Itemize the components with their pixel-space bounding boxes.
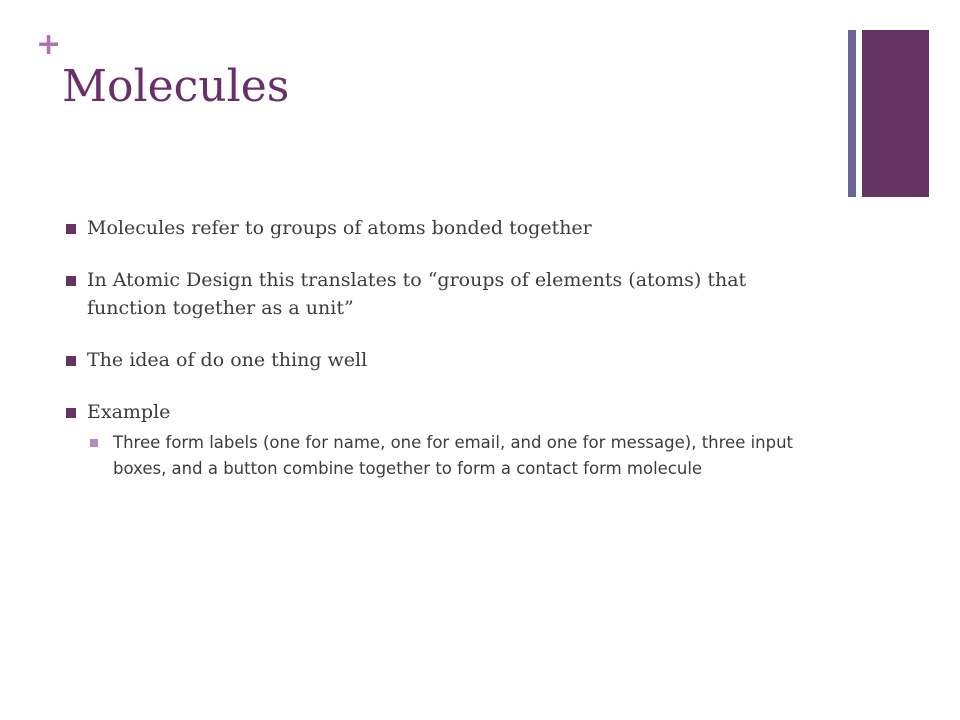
square-bullet-icon [66,356,76,366]
bullet-item [66,346,806,374]
slide-title: Molecules [62,61,290,112]
plus-icon: + [36,27,62,62]
square-bullet-icon [66,224,76,234]
bullet-item [66,398,806,426]
bullet-item [66,214,806,242]
accent-bar-thin [848,30,856,197]
square-sub-bullet-icon [90,439,98,447]
square-bullet-icon [66,408,76,418]
bullet-text: Example [87,401,171,423]
sub-bullet-text: Three form labels (one for name, one for email, and one for message), three input boxes, and a button combine together to form a contact form molecule [113,433,794,478]
sub-bullet-item [90,430,806,482]
bullet-text: In Atomic Design this translates to “groups of elements (atoms) that function together as a unit” [87,269,747,319]
bullet-list [66,214,806,482]
bullet-text: Molecules refer to groups of atoms bonded together [87,217,592,239]
bullet-text: The idea of do one thing well [87,349,368,371]
square-bullet-icon [66,276,76,286]
accent-bar-wide [862,30,929,197]
bullet-item [66,266,806,322]
